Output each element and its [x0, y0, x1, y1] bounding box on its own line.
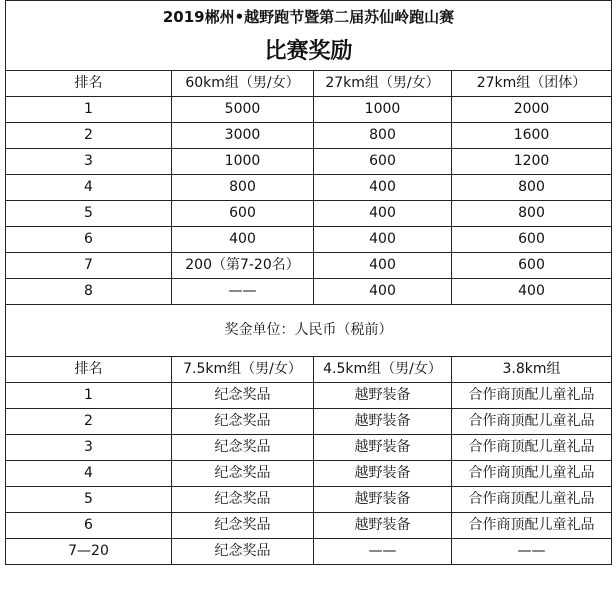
- rank-cell: 6: [6, 513, 172, 539]
- table1-row: [6, 97, 612, 123]
- prize-cell: 2000: [452, 97, 612, 123]
- table1-row: [6, 149, 612, 175]
- prize-cell: 1000: [314, 97, 452, 123]
- rank-cell: 7: [6, 253, 172, 279]
- rank-cell: 2: [6, 123, 172, 149]
- table1-header-cell: 排名: [6, 71, 172, 97]
- prize-cell: 越野装备: [314, 435, 452, 461]
- prize-cell: 600: [452, 253, 612, 279]
- table2-header-cell: 排名: [6, 357, 172, 383]
- prize-cell: 400: [314, 227, 452, 253]
- prize-cell: 600: [452, 227, 612, 253]
- prize-cell: 纪念奖品: [172, 409, 314, 435]
- prize-cell: 1200: [452, 149, 612, 175]
- prize-cell: 400: [314, 279, 452, 305]
- prize-cell: 越野装备: [314, 409, 452, 435]
- prize-cell: 纪念奖品: [172, 461, 314, 487]
- table2-row: [6, 487, 612, 513]
- table1-header-cell: 27km组（男/女）: [314, 71, 452, 97]
- table1-row: [6, 253, 612, 279]
- table2-header-cell: 3.8km组: [452, 357, 612, 383]
- prize-cell: 800: [172, 175, 314, 201]
- prize-cell: 合作商顶配儿童礼品: [452, 487, 612, 513]
- prize-cell: 800: [314, 123, 452, 149]
- table2-header-cell: 4.5km组（男/女）: [314, 357, 452, 383]
- prize-cell: 纪念奖品: [172, 435, 314, 461]
- rank-cell: 4: [6, 175, 172, 201]
- prize-cell: 800: [452, 175, 612, 201]
- prize-cell: 1600: [452, 123, 612, 149]
- table1-header-cell: 27km组（团体）: [452, 71, 612, 97]
- prize-cell: 纪念奖品: [172, 383, 314, 409]
- table2-row: [6, 461, 612, 487]
- rank-cell: 1: [6, 383, 172, 409]
- rank-cell: 1: [6, 97, 172, 123]
- prize-table: [5, 0, 612, 565]
- table1-header-row: [6, 71, 612, 97]
- prize-cell: 3000: [172, 123, 314, 149]
- prize-cell: ——: [452, 539, 612, 565]
- prize-cell: 5000: [172, 97, 314, 123]
- subtitle-row: [6, 33, 612, 71]
- event-title: 2019郴州•越野跑节暨第二届苏仙岭跑山赛: [6, 1, 612, 34]
- rank-cell: 3: [6, 149, 172, 175]
- note-row: [6, 305, 612, 357]
- rank-cell: 8: [6, 279, 172, 305]
- prize-cell: 合作商顶配儿童礼品: [452, 383, 612, 409]
- prize-cell: 400: [314, 253, 452, 279]
- table2-row: [6, 409, 612, 435]
- prize-cell: 纪念奖品: [172, 539, 314, 565]
- prize-cell: 200（第7-20名）: [172, 253, 314, 279]
- rank-cell: 4: [6, 461, 172, 487]
- prize-cell: 合作商顶配儿童礼品: [452, 435, 612, 461]
- prize-cell: 越野装备: [314, 383, 452, 409]
- table2-header-row: [6, 357, 612, 383]
- table2-row: [6, 435, 612, 461]
- table1-row: [6, 175, 612, 201]
- prize-cell: 越野装备: [314, 461, 452, 487]
- rank-cell: 5: [6, 487, 172, 513]
- currency-note: 奖金单位：人民币（税前）: [6, 305, 612, 357]
- table2-row: [6, 539, 612, 565]
- prize-cell: 400: [172, 227, 314, 253]
- prize-cell: 纪念奖品: [172, 513, 314, 539]
- prize-cell: 600: [314, 149, 452, 175]
- rank-cell: 2: [6, 409, 172, 435]
- prize-cell: 800: [452, 201, 612, 227]
- prize-cell: ——: [314, 539, 452, 565]
- table1-row: [6, 227, 612, 253]
- rank-cell: 5: [6, 201, 172, 227]
- table1-row: [6, 201, 612, 227]
- table2-header-cell: 7.5km组（男/女）: [172, 357, 314, 383]
- prize-cell: 合作商顶配儿童礼品: [452, 513, 612, 539]
- section-title: 比赛奖励: [6, 33, 612, 71]
- prize-cell: 400: [452, 279, 612, 305]
- prize-cell: 400: [314, 201, 452, 227]
- prize-cell: ——: [172, 279, 314, 305]
- prize-cell: 越野装备: [314, 487, 452, 513]
- title-row: [6, 1, 612, 34]
- prize-cell: 越野装备: [314, 513, 452, 539]
- prize-cell: 纪念奖品: [172, 487, 314, 513]
- prize-cell: 合作商顶配儿童礼品: [452, 409, 612, 435]
- table1-row: [6, 123, 612, 149]
- table2-row: [6, 383, 612, 409]
- table1-row: [6, 279, 612, 305]
- table1-header-cell: 60km组（男/女）: [172, 71, 314, 97]
- prize-sheet: [5, 0, 611, 565]
- prize-cell: 400: [314, 175, 452, 201]
- rank-cell: 3: [6, 435, 172, 461]
- rank-cell: 7—20: [6, 539, 172, 565]
- prize-cell: 合作商顶配儿童礼品: [452, 461, 612, 487]
- prize-cell: 1000: [172, 149, 314, 175]
- rank-cell: 6: [6, 227, 172, 253]
- table2-row: [6, 513, 612, 539]
- prize-cell: 600: [172, 201, 314, 227]
